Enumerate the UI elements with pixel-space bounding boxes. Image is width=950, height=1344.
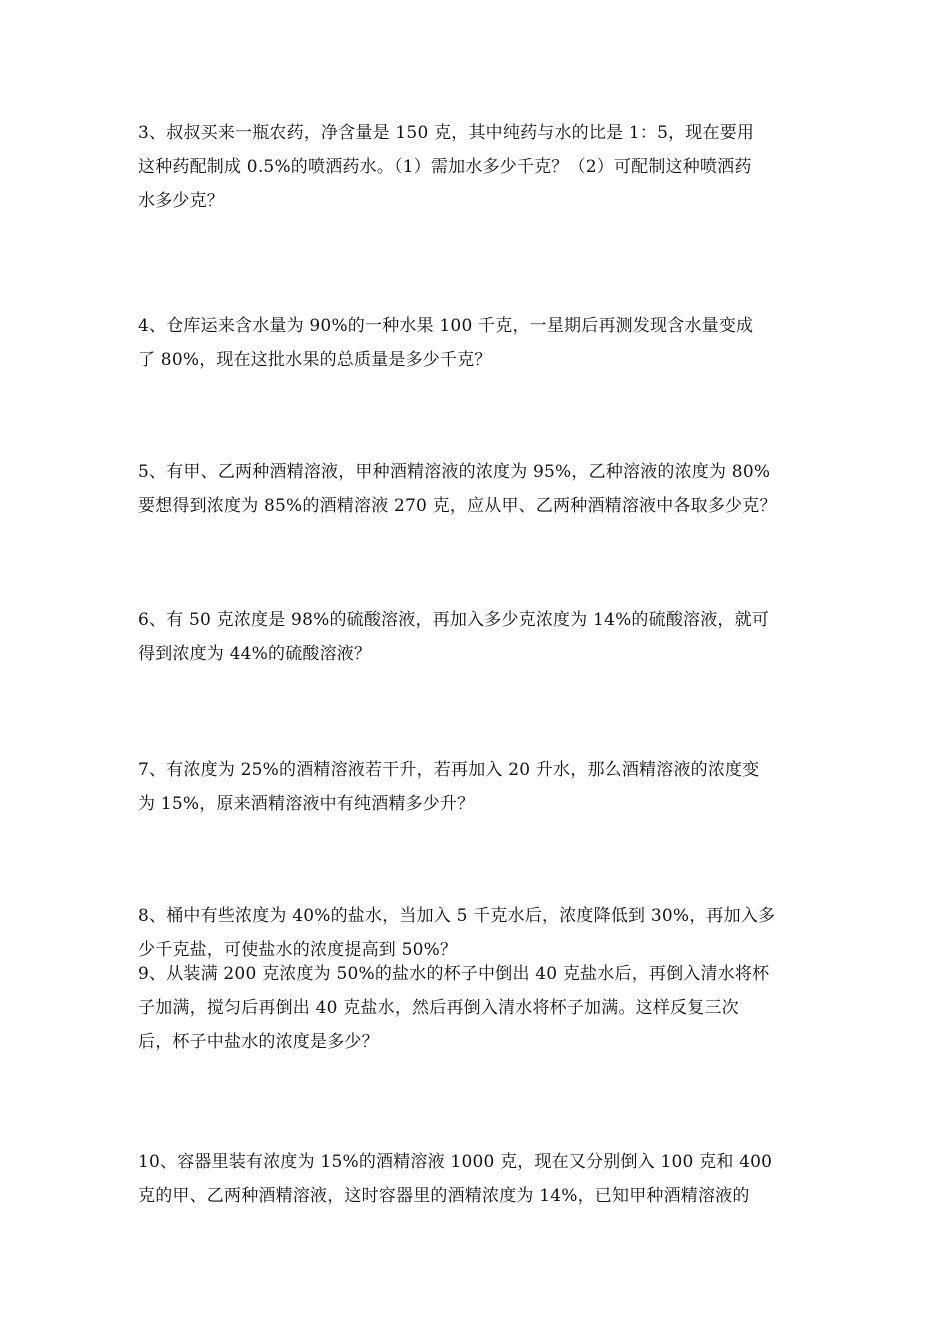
problem-line: 克的甲、乙两种酒精溶液，这时容器里的酒精浓度为 14%，已知甲种酒精溶液的 (138, 1186, 750, 1206)
problem-line: 7、有浓度为 25%的酒精溶液若干升，若再加入 20 升水，那么酒精溶液的浓度变 (138, 760, 760, 780)
problem-line: 6、有 50 克浓度是 98%的硫酸溶液，再加入多少克浓度为 14%的硫酸溶液，就可 (138, 610, 770, 630)
problem-6 (138, 603, 828, 671)
problem-line: 得到浓度为 44%的硫酸溶液？ (138, 644, 372, 664)
problem-line: 3、叔叔买来一瓶农药，净含量是 150 克，其中纯药与水的比是 1：5，现在要用 (138, 123, 755, 143)
problem-line: 4、仓库运来含水量为 90%的一种水果 100 千克，一星期后再测发现含水量变成 (138, 316, 754, 336)
problem-line: 为 15%，原来酒精溶液中有纯酒精多少升？ (138, 794, 475, 814)
problem-line: 了 80%，现在这批水果的总质量是多少千克？ (138, 350, 492, 370)
problem-line: 子加满，搅匀后再倒出 40 克盐水，然后再倒入清水将杯子加满。这样反复三次 (138, 998, 739, 1018)
problem-3 (138, 116, 828, 218)
problem-4 (138, 309, 828, 377)
problem-9 (138, 957, 828, 1059)
problem-line: 少千克盐，可使盐水的浓度提高到 50%？ (138, 940, 458, 960)
problem-line: 水多少克？ (138, 191, 224, 211)
problem-line: 5、有甲、乙两种酒精溶液，甲种酒精溶液的浓度为 95%，乙种溶液的浓度为 80% (138, 462, 771, 482)
problem-line: 10、容器里装有浓度为 15%的酒精溶液 1000 克，现在又分别倒入 100 克和 400 (138, 1152, 773, 1172)
problem-line: 8、桶中有些浓度为 40%的盐水，当加入 5 千克水后，浓度降低到 30%，再加入多 (138, 906, 776, 926)
problem-line: 要想得到浓度为 85%的酒精溶液 270 克，应从甲、乙两种酒精溶液中各取多少克？ (138, 496, 777, 516)
problem-7 (138, 753, 828, 821)
problem-5 (138, 455, 828, 523)
problem-line: 后，杯子中盐水的浓度是多少？ (138, 1032, 379, 1052)
problem-line: 9、从装满 200 克浓度为 50%的盐水的杯子中倒出 40 克盐水后，再倒入清水将杯 (138, 964, 770, 984)
problem-line: 这种药配制成 0.5%的喷洒药水。（1）需加水多少千克？（2）可配制这种喷洒药 (138, 157, 752, 177)
problem-10 (138, 1145, 828, 1213)
